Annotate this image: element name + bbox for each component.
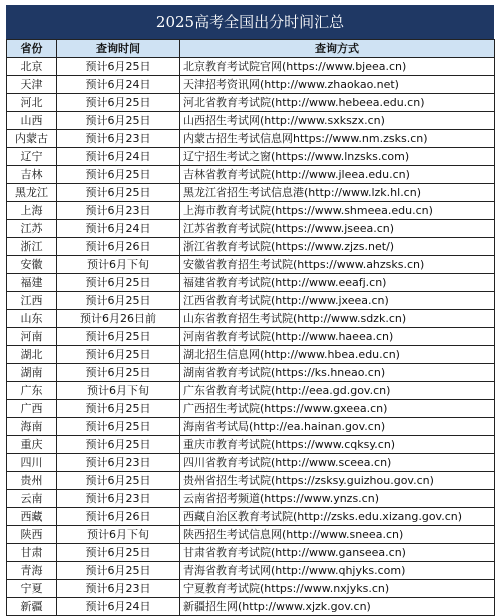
cell-query-method: 浙江省教育考试院(https://www.zjzs.net/) — [180, 238, 495, 256]
cell-province: 山东 — [7, 310, 57, 328]
cell-province: 甘肃 — [7, 544, 57, 562]
table-row — [7, 148, 495, 166]
cell-province: 青海 — [7, 562, 57, 580]
cell-province: 西藏 — [7, 508, 57, 526]
cell-province: 贵州 — [7, 472, 57, 490]
cell-query-time: 预计6月24日 — [57, 148, 180, 166]
cell-query-time: 预计6月25日 — [57, 562, 180, 580]
cell-province: 江西 — [7, 292, 57, 310]
cell-query-method: 内蒙古招生考试信息网https://www.nm.zsks.cn) — [180, 130, 495, 148]
cell-query-time: 预计6月25日 — [57, 94, 180, 112]
score-release-table — [6, 39, 495, 616]
table-row — [7, 490, 495, 508]
cell-query-method: 天津招考资讯网(http://www.zhaokao.net) — [180, 76, 495, 94]
table-row — [7, 526, 495, 544]
cell-query-method: 宁夏教育考试院(https://www.nxjyks.cn) — [180, 580, 495, 598]
table-row — [7, 274, 495, 292]
cell-province: 河南 — [7, 328, 57, 346]
cell-query-method: 广西招生考试院(https://www.gxeea.cn) — [180, 400, 495, 418]
table-row — [7, 436, 495, 454]
cell-province: 海南 — [7, 418, 57, 436]
cell-query-time: 预计6月25日 — [57, 472, 180, 490]
cell-query-method: 吉林省教育考试院(http://www.jleea.edu.cn) — [180, 166, 495, 184]
cell-query-time: 预计6月24日 — [57, 598, 180, 616]
cell-province: 广西 — [7, 400, 57, 418]
cell-query-time: 预计6月23日 — [57, 202, 180, 220]
table-body — [7, 58, 495, 616]
table-row — [7, 58, 495, 76]
cell-province: 内蒙古 — [7, 130, 57, 148]
table-row — [7, 382, 495, 400]
table-row — [7, 310, 495, 328]
cell-query-method: 山东省教育招生考试院(http://www.sdzk.cn) — [180, 310, 495, 328]
cell-province: 云南 — [7, 490, 57, 508]
cell-query-method: 贵州省招生考试院(https://zsksy.guizhou.gov.cn) — [180, 472, 495, 490]
cell-query-time: 预计6月25日 — [57, 292, 180, 310]
table-row — [7, 346, 495, 364]
cell-query-time: 预计6月23日 — [57, 454, 180, 472]
cell-province: 湖北 — [7, 346, 57, 364]
cell-query-method: 黑龙江省招生考试信息港(http://www.lzk.hl.cn) — [180, 184, 495, 202]
cell-query-method: 重庆市教育考试院(https://www.cqksy.cn) — [180, 436, 495, 454]
cell-query-time: 预计6月25日 — [57, 166, 180, 184]
cell-province: 陕西 — [7, 526, 57, 544]
header-query-time: 查询时间 — [57, 40, 180, 58]
cell-province: 江苏 — [7, 220, 57, 238]
cell-query-method: 安徽省教育招生考试院(https://www.ahzsks.cn) — [180, 256, 495, 274]
table-row — [7, 76, 495, 94]
cell-province: 安徽 — [7, 256, 57, 274]
table-row — [7, 220, 495, 238]
cell-query-method: 四川省教育考试院(http://www.sceea.cn) — [180, 454, 495, 472]
table-row — [7, 328, 495, 346]
table-row — [7, 256, 495, 274]
cell-query-method: 福建省教育考试院(http://www.eeafj.cn) — [180, 274, 495, 292]
cell-province: 四川 — [7, 454, 57, 472]
cell-query-time: 预计6月25日 — [57, 364, 180, 382]
cell-query-method: 湖南省教育考试院(https://ks.hneao.cn) — [180, 364, 495, 382]
cell-province: 福建 — [7, 274, 57, 292]
table-row — [7, 454, 495, 472]
cell-query-method: 西藏自治区教育考试院(http://zsks.edu.xizang.gov.cn) — [180, 508, 495, 526]
cell-query-time: 预计6月25日 — [57, 58, 180, 76]
cell-province: 黑龙江 — [7, 184, 57, 202]
table-row — [7, 94, 495, 112]
table-row — [7, 112, 495, 130]
cell-query-method: 陕西招生考试信息网(http://www.sneea.cn) — [180, 526, 495, 544]
cell-province: 浙江 — [7, 238, 57, 256]
cell-query-time: 预计6月25日 — [57, 544, 180, 562]
cell-query-method: 江西省教育考试院(http://www.jxeea.cn) — [180, 292, 495, 310]
cell-query-time: 预计6月25日 — [57, 418, 180, 436]
cell-province: 辽宁 — [7, 148, 57, 166]
page-title: 2025高考全国出分时间汇总 — [6, 5, 494, 39]
cell-province: 广东 — [7, 382, 57, 400]
cell-query-time: 预计6月26日 — [57, 238, 180, 256]
cell-query-time: 预计6月25日 — [57, 274, 180, 292]
cell-query-time: 预计6月25日 — [57, 436, 180, 454]
cell-query-time: 预计6月25日 — [57, 112, 180, 130]
table-row — [7, 364, 495, 382]
cell-query-time: 预计6月下旬 — [57, 382, 180, 400]
cell-query-time: 预计6月23日 — [57, 130, 180, 148]
cell-query-method: 广东省教育考试院(http://eea.gd.gov.cn) — [180, 382, 495, 400]
table-row — [7, 202, 495, 220]
cell-query-method: 上海市教育考试院(https://www.shmeea.edu.cn) — [180, 202, 495, 220]
cell-province: 宁夏 — [7, 580, 57, 598]
header-province: 省份 — [7, 40, 57, 58]
cell-query-time: 预计6月下旬 — [57, 256, 180, 274]
cell-query-time: 预计6月25日 — [57, 328, 180, 346]
cell-query-method: 山西招生考试网(http://www.sxkszx.cn) — [180, 112, 495, 130]
cell-query-time: 预计6月24日 — [57, 76, 180, 94]
cell-province: 吉林 — [7, 166, 57, 184]
cell-query-method: 河南省教育考试院(http://www.haeea.cn) — [180, 328, 495, 346]
cell-query-method: 甘肃省教育考试院(http://www.ganseea.cn) — [180, 544, 495, 562]
table-row — [7, 238, 495, 256]
cell-query-method: 青海省教育考试网(http://www.qhjyks.com) — [180, 562, 495, 580]
cell-query-time: 预计6月25日 — [57, 346, 180, 364]
cell-query-method: 河北省教育考试院(http://www.hebeea.edu.cn) — [180, 94, 495, 112]
header-query-method: 查询方式 — [180, 40, 495, 58]
cell-query-time: 预计6月24日 — [57, 220, 180, 238]
cell-query-method: 湖北招生信息网(http://www.hbea.edu.cn) — [180, 346, 495, 364]
table-row — [7, 166, 495, 184]
table-row — [7, 184, 495, 202]
table-row — [7, 562, 495, 580]
cell-query-method: 云南省招考频道(https://www.ynzs.cn) — [180, 490, 495, 508]
cell-province: 重庆 — [7, 436, 57, 454]
table-row — [7, 580, 495, 598]
cell-province: 新疆 — [7, 598, 57, 616]
cell-province: 河北 — [7, 94, 57, 112]
table-row — [7, 400, 495, 418]
table-row — [7, 544, 495, 562]
table-row — [7, 130, 495, 148]
cell-query-method: 新疆招生网(http://www.xjzk.gov.cn) — [180, 598, 495, 616]
table-row — [7, 508, 495, 526]
cell-query-method: 海南省考试局(http://ea.hainan.gov.cn) — [180, 418, 495, 436]
cell-query-time: 预计6月25日 — [57, 400, 180, 418]
table-header-row — [7, 40, 495, 58]
cell-query-method: 辽宁招生考试之窗(https://www.lnzsks.com) — [180, 148, 495, 166]
cell-province: 山西 — [7, 112, 57, 130]
cell-province: 天津 — [7, 76, 57, 94]
table-row — [7, 418, 495, 436]
cell-query-method: 江苏省教育考试院(https://www.jseea.cn) — [180, 220, 495, 238]
cell-query-time: 预计6月下旬 — [57, 526, 180, 544]
cell-query-time: 预计6月26日前 — [57, 310, 180, 328]
cell-query-time: 预计6月23日 — [57, 490, 180, 508]
cell-query-time: 预计6月26日 — [57, 508, 180, 526]
cell-province: 北京 — [7, 58, 57, 76]
table-row — [7, 292, 495, 310]
cell-query-method: 北京教育考试院官网(https://www.bjeea.cn) — [180, 58, 495, 76]
table-row — [7, 472, 495, 490]
cell-province: 上海 — [7, 202, 57, 220]
cell-query-time: 预计6月25日 — [57, 184, 180, 202]
cell-province: 湖南 — [7, 364, 57, 382]
cell-query-time: 预计6月23日 — [57, 580, 180, 598]
